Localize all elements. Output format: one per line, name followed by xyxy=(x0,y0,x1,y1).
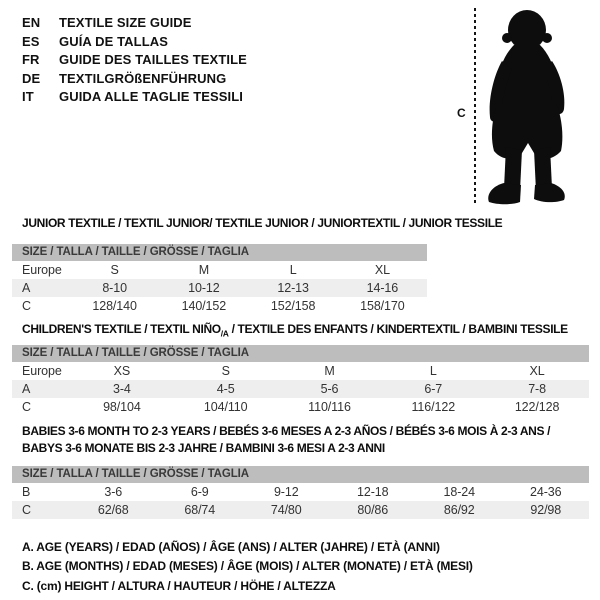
table-cell: XS xyxy=(113,364,131,378)
row-label: Europe xyxy=(22,364,62,378)
section-title-text: BABYS 3-6 MONATE BIS 2-3 JAHRE / BAMBINI 3-6 MESI A 2-3 ANNI xyxy=(22,440,385,455)
table-cell: 4-5 xyxy=(216,382,235,396)
height-dashed-line xyxy=(474,8,476,206)
table-cell: S xyxy=(110,263,119,277)
language-code: EN xyxy=(22,15,41,30)
table-cell: 24-36 xyxy=(530,485,562,499)
table-row xyxy=(12,261,427,279)
table-cell: L xyxy=(289,263,297,277)
language-item xyxy=(22,70,247,89)
table-row xyxy=(12,483,589,501)
table-row xyxy=(12,279,427,297)
language-item xyxy=(22,88,247,107)
row-label: A xyxy=(22,382,31,396)
section-title-text: CHILDREN'S TEXTILE / TEXTIL NIÑO xyxy=(22,322,221,336)
table-cell: XL xyxy=(529,364,545,378)
table-cell: 98/104 xyxy=(103,400,141,414)
section-title-text: BABIES 3-6 MONTH TO 2-3 YEARS / BEBÉS 3-6 MESES A 2-3 AÑOS / BÉBÉS 3-6 MOIS À 2-3 ANS / xyxy=(22,424,551,438)
table-cell: 8-10 xyxy=(102,281,127,295)
language-code: IT xyxy=(22,89,34,104)
table-cell: 92/98 xyxy=(530,503,562,517)
table-cell: M xyxy=(198,263,210,277)
table-cell: 14-16 xyxy=(366,281,399,295)
language-code: ES xyxy=(22,33,40,49)
footnote: C. (cm) HEIGHT / ALTURA / HAUTEUR / HÖHE / ALTEZZA xyxy=(22,578,336,593)
size-table xyxy=(12,466,589,519)
row-label: B xyxy=(22,485,31,499)
table-cell: L xyxy=(429,364,437,378)
baby-silhouette-icon xyxy=(486,9,586,207)
footnotes xyxy=(22,538,473,596)
table-cell: M xyxy=(324,364,335,378)
table-size-header: SIZE / TALLA / TAILLE / GRÖSSE / TAGLIA xyxy=(12,345,589,362)
table-cell: 12-13 xyxy=(277,281,309,295)
row-label: A xyxy=(22,281,31,295)
table-row xyxy=(12,297,427,315)
table-cell: 7-8 xyxy=(528,382,546,396)
section-title xyxy=(22,215,502,232)
table-cell: 122/128 xyxy=(514,400,560,414)
table-cell: 74/80 xyxy=(270,503,302,517)
table-size-header: SIZE / TALLA / TAILLE / GRÖSSE / TAGLIA xyxy=(12,466,589,483)
table-cell: 80/86 xyxy=(357,503,389,517)
table-cell: 62/68 xyxy=(97,503,129,517)
language-item xyxy=(22,33,247,52)
table-row xyxy=(12,380,589,398)
language-code: FR xyxy=(22,52,40,67)
table-row xyxy=(12,362,589,380)
table-row xyxy=(12,398,589,416)
language-label: GUÍA DE TALLAS xyxy=(59,33,169,49)
table-cell: S xyxy=(221,364,230,378)
table-cell: 12-18 xyxy=(357,485,389,499)
language-item xyxy=(22,51,247,70)
table-cell: 10-12 xyxy=(188,281,220,295)
table-cell: 6-7 xyxy=(424,382,443,396)
table-cell: 152/158 xyxy=(270,299,316,313)
footnote: A. AGE (YEARS) / EDAD (AÑOS) / ÂGE (ANS) / ALTER (JAHRE) / ETÀ (ANNI) xyxy=(22,540,440,554)
table-cell: 18-24 xyxy=(443,485,475,499)
section-title-text: JUNIOR TEXTILE / TEXTIL JUNIOR/ TEXTILE JUNIOR / JUNIORTEXTIL / JUNIOR TESSILE xyxy=(22,216,503,230)
table-cell: XL xyxy=(374,263,390,277)
language-label: GUIDA ALLE TAGLIE TESSILI xyxy=(59,89,244,104)
language-label: TEXTILE SIZE GUIDE xyxy=(59,15,192,30)
table-cell: 3-4 xyxy=(113,382,131,396)
table-cell: 5-6 xyxy=(320,382,339,396)
table-row xyxy=(12,501,589,519)
footnote: B. AGE (MONTHS) / EDAD (MESES) / ÂGE (MOIS) / ALTER (MONATE) / ETÀ (MESI) xyxy=(22,559,473,574)
language-code: DE xyxy=(22,70,41,86)
section-title-text: /A xyxy=(220,328,229,339)
language-label: TEXTILGRÖßENFÜHRUNG xyxy=(59,70,227,86)
table-cell: 6-9 xyxy=(190,485,209,499)
row-label: Europe xyxy=(22,263,62,277)
table-cell: 158/170 xyxy=(360,299,405,313)
table-cell: 68/74 xyxy=(184,503,216,517)
section-title xyxy=(22,423,550,456)
section-title-text: / TEXTILE DES ENFANTS / KINDERTEXTIL / BAMBINI TESSILE xyxy=(228,322,568,336)
table-cell: 86/92 xyxy=(443,503,475,517)
table-cell: 104/110 xyxy=(203,400,248,414)
height-label: C xyxy=(457,106,466,120)
table-cell: 116/122 xyxy=(411,400,456,414)
row-label: C xyxy=(22,503,31,517)
table-cell: 9-12 xyxy=(273,485,299,499)
table-cell: 140/152 xyxy=(181,299,227,313)
language-item xyxy=(22,14,247,33)
table-cell: 3-6 xyxy=(104,485,123,499)
row-label: C xyxy=(22,400,31,414)
size-table xyxy=(12,345,589,416)
table-size-header: SIZE / TALLA / TAILLE / GRÖSSE / TAGLIA xyxy=(12,244,427,261)
language-list xyxy=(22,14,247,107)
row-label: C xyxy=(22,299,31,313)
table-cell: 128/140 xyxy=(92,299,137,313)
section-title xyxy=(22,321,568,342)
language-label: GUIDE DES TAILLES TEXTILE xyxy=(59,52,247,67)
size-table xyxy=(12,244,427,315)
table-cell: 110/116 xyxy=(308,400,351,414)
